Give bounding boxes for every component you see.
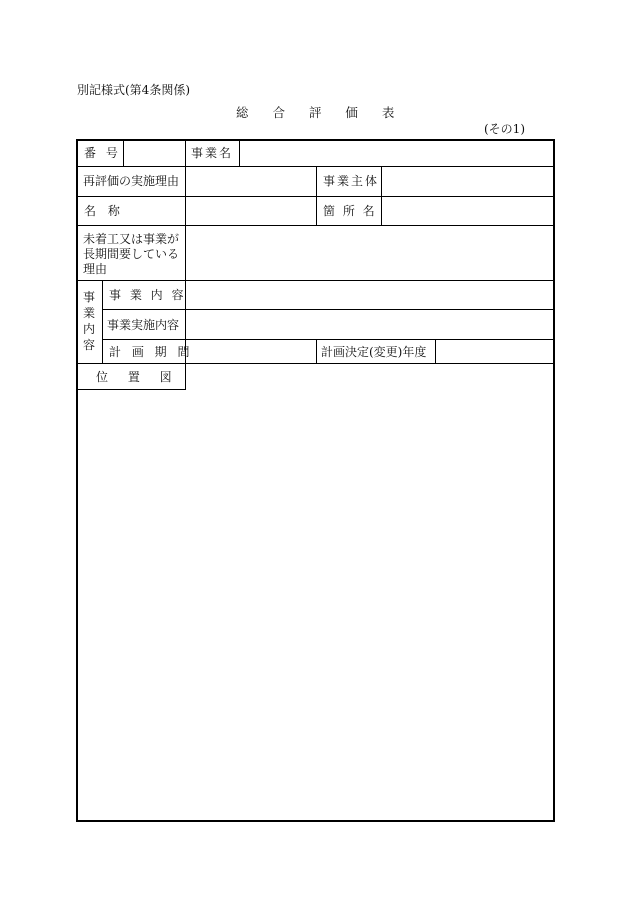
project-content-group-char: 内 (83, 322, 96, 336)
col-divider (316, 166, 317, 225)
col-divider (185, 166, 186, 363)
col-divider (381, 166, 382, 225)
col-divider (102, 280, 103, 363)
col-divider (123, 141, 124, 166)
reevaluation-reason-label: 再評価の実施理由 (83, 174, 180, 188)
project-content-group-char: 事 (83, 290, 96, 304)
unstarted-reason-label-line-3: 理由 (83, 262, 108, 276)
plan-period-label: 計 画 期 間 (109, 345, 190, 359)
map-label-bottom (78, 389, 185, 390)
implementation-content-label: 事業実施内容 (107, 318, 180, 332)
form-label: 別記様式(第4条関係) (77, 83, 190, 97)
name-label: 名 称 (84, 204, 120, 218)
project-content-group-char: 容 (83, 338, 96, 352)
row-divider (78, 363, 553, 364)
location-label: 箇 所 名 (323, 204, 375, 218)
number-label: 番 号 (84, 146, 118, 160)
project-content-label: 事 業 内 容 (109, 288, 184, 302)
col-divider (239, 141, 240, 166)
col-divider (185, 363, 186, 390)
plan-decision-year-label: 計画決定(変更)年度 (321, 345, 427, 359)
unstarted-reason-label-line-2: 長期間要している (83, 247, 180, 261)
page-indicator: (その1) (484, 122, 525, 136)
location-map-label: 位 置 図 (96, 370, 172, 384)
project-entity-label: 事業主体 (323, 174, 380, 188)
col-divider (435, 339, 436, 363)
unstarted-reason-label-line-1: 未着工又は事業が (83, 232, 180, 246)
row-divider (78, 280, 553, 281)
col-divider (185, 141, 186, 166)
col-divider (316, 339, 317, 363)
project-name-label: 事業名 (191, 146, 234, 160)
row-divider (102, 309, 553, 310)
evaluation-table (76, 139, 555, 822)
row-divider (102, 339, 553, 340)
project-content-group-char: 業 (83, 306, 96, 320)
document-title: 総 合 評 価 表 (236, 105, 395, 120)
row-divider (78, 225, 553, 226)
